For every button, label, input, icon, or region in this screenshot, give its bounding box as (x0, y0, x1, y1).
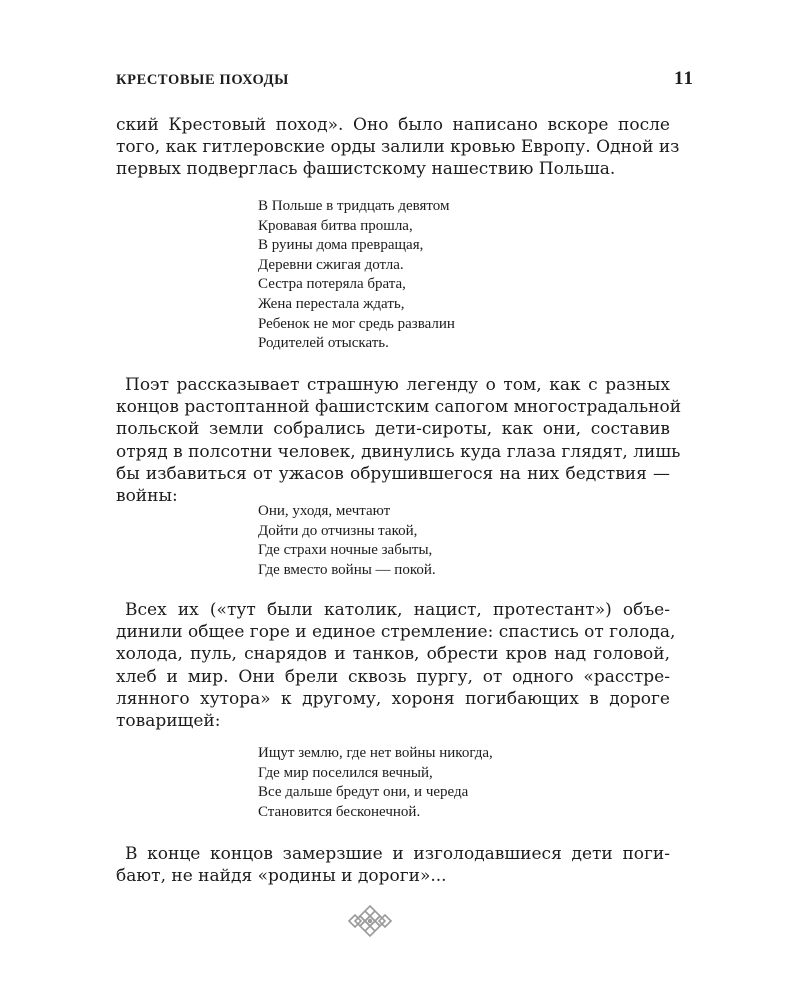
verse-line: Родителей отыскать. (258, 335, 389, 352)
verse-line: Ребенок не мог средь развалин (258, 315, 455, 332)
text-line: хлеб и мир. Они брели сквозь пургу, от одного «расстре- (116, 666, 670, 687)
running-title: КРЕСТОВЫЕ ПОХОДЫ (116, 72, 290, 88)
paragraph-1 (116, 114, 680, 181)
verse-line: Они, уходя, мечтают (258, 503, 391, 519)
verse-line: В руины дома превращая, (258, 237, 424, 254)
text-line: бы избавиться от ужасов обрушившегося на них бедствия — (116, 463, 670, 484)
verse-line: Жена перестала ждать, (258, 295, 405, 312)
text-line: товарищей: (116, 711, 221, 732)
text-line: холода, пуль, снарядов и танков, обрести кров над головой, (116, 644, 670, 665)
text-line: войны: (116, 486, 178, 507)
verse-line: Где страхи ночные забыты, (258, 542, 433, 559)
verse-2 (258, 502, 658, 580)
verse-line: Ищут землю, где нет войны никогда, (258, 745, 493, 761)
text-line: бают, не найдя «родины и дороги»... (116, 866, 447, 887)
text-line: лянного хутора» к другому, хороня погибающих в дороге (116, 688, 670, 709)
verse-line: Где мир поселился вечный, (258, 764, 433, 781)
verse-1 (258, 197, 658, 354)
paragraph-3 (116, 599, 676, 732)
verse-line: Становится бесконечной. (258, 803, 421, 820)
text-line: концов растоптанной фашистским сапогом многострадальной (116, 397, 682, 418)
text-line: Поэт рассказывает страшную легенду о том, как с разных (125, 375, 670, 395)
text-line: динили общее горе и единое стремление: спастись от голода, (116, 622, 676, 643)
verse-line: Дойти до отчизны такой, (258, 522, 418, 539)
text-line: польской земли собрались дети-сироты, как они, составив (116, 419, 670, 440)
text-line: ский Крестовый поход». Оно было написано вскоре после (116, 115, 670, 135)
paragraph-2 (116, 374, 682, 507)
text-line: первых подверглась фашистскому нашествию Польша. (116, 159, 616, 180)
verse-3 (258, 744, 658, 822)
text-line: отряд в полсотни человек, двинулись куда глаза глядят, лишь (116, 441, 681, 462)
verse-line: Кровавая битва прошла, (258, 217, 413, 234)
celtic-knot-ornament-icon (347, 904, 393, 938)
page-number: 11 (674, 68, 694, 89)
verse-line: Деревни сжигая дотла. (258, 256, 404, 273)
paragraph-4 (116, 843, 670, 887)
text-line: В конце концов замерзшие и изголодавшиеся дети поги- (125, 844, 670, 864)
text-line: того, как гитлеровские орды залили кровью Европу. Одной из (116, 137, 680, 158)
verse-line: Все дальше бредут они, и череда (258, 784, 469, 801)
verse-line: Где вместо войны — покой. (258, 561, 436, 578)
text-line: Всех их («тут были католик, нацист, протестант») объе- (125, 600, 670, 620)
verse-line: Сестра потеряла брата, (258, 276, 406, 293)
verse-line: В Польше в тридцать девятом (258, 198, 450, 214)
